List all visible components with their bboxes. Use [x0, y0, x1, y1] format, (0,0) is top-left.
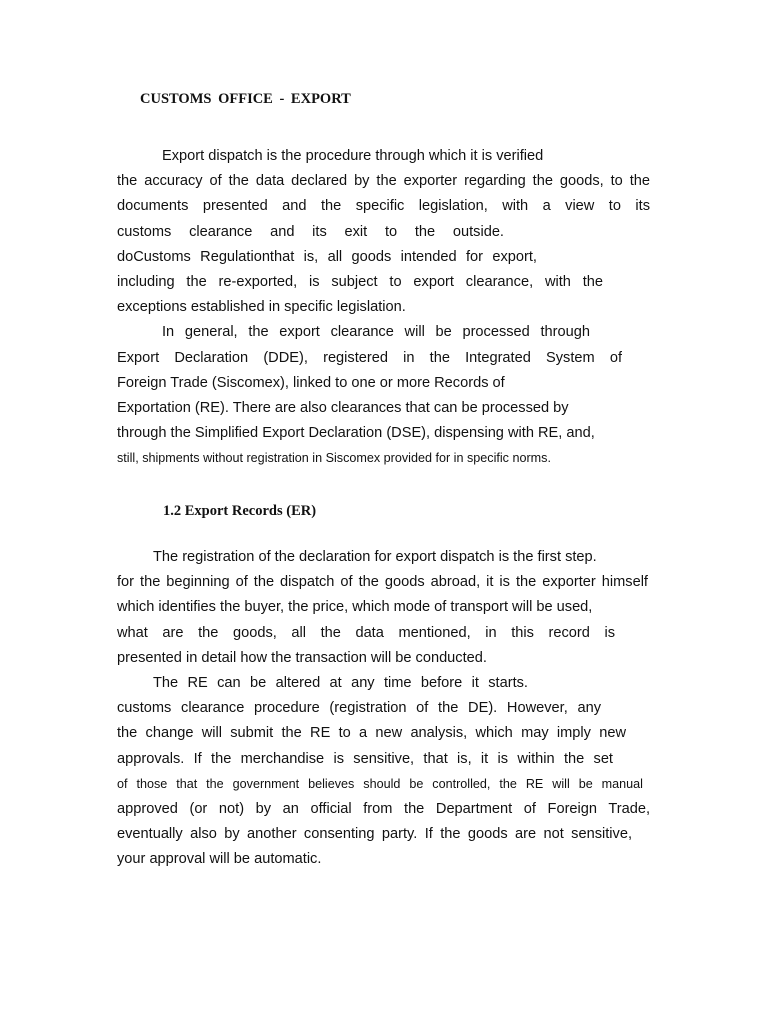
export-records-text-block: [117, 545, 650, 872]
document-title: CUSTOMS OFFICE - EXPORT: [140, 91, 351, 107]
text-line: Exportation (RE). There are also clearances that can be processed by: [117, 399, 569, 416]
text-line: your approval will be automatic.: [117, 851, 322, 868]
text-line: the accuracy of the data declared by the exporter regarding the goods, to the: [117, 173, 650, 190]
text-line: through the Simplified Export Declaration (DSE), dispensing with RE, and,: [117, 425, 595, 442]
text-line: approved (or not) by an official from the Department of Foreign Trade,: [117, 800, 650, 817]
text-line: exceptions established in specific legislation.: [117, 299, 406, 316]
text-line: documents presented and the specific legislation, with a view to its: [117, 198, 650, 215]
text-line: eventually also by another consenting party. If the goods are not sensitive,: [117, 826, 632, 843]
text-line: Foreign Trade (Siscomex), linked to one or more Records of: [117, 374, 505, 391]
text-line: for the beginning of the dispatch of the goods abroad, it is the exporter himself: [117, 574, 648, 591]
text-line: customs clearance and its exit to the outside.: [117, 223, 504, 240]
text-line: The registration of the declaration for export dispatch is the first step.: [153, 549, 597, 565]
text-line: including the re-exported, is subject to export clearance, with the: [117, 273, 603, 290]
text-line: which identifies the buyer, the price, which mode of transport will be used,: [117, 599, 593, 616]
text-line: presented in detail how the transaction will be conducted.: [117, 649, 487, 666]
section-title: 1.2 Export Records (ER): [163, 503, 317, 519]
text-line: what are the goods, all the data mentioned, in this record is: [117, 624, 615, 641]
text-line: customs clearance procedure (registration of the DE). However, any: [117, 700, 601, 717]
intro-text-block: [117, 144, 650, 471]
text-line: approvals. If the merchandise is sensitive, that is, it is within the set: [117, 750, 613, 767]
text-line: of those that the government believes should be controlled, the RE will be manual: [117, 776, 643, 791]
text-line: still, shipments without registration in Siscomex provided for in specific norms.: [117, 451, 551, 466]
text-line: Export dispatch is the procedure through which it is verified: [162, 148, 544, 164]
text-line: The RE can be altered at any time before it starts.: [153, 674, 528, 691]
text-line: doCustoms Regulationthat is, all goods intended for export,: [117, 248, 537, 265]
text-line: In general, the export clearance will be processed through: [162, 324, 590, 341]
text-line: Export Declaration (DDE), registered in the Integrated System of: [117, 349, 622, 366]
text-line: the change will submit the RE to a new analysis, which may imply new: [117, 725, 626, 742]
